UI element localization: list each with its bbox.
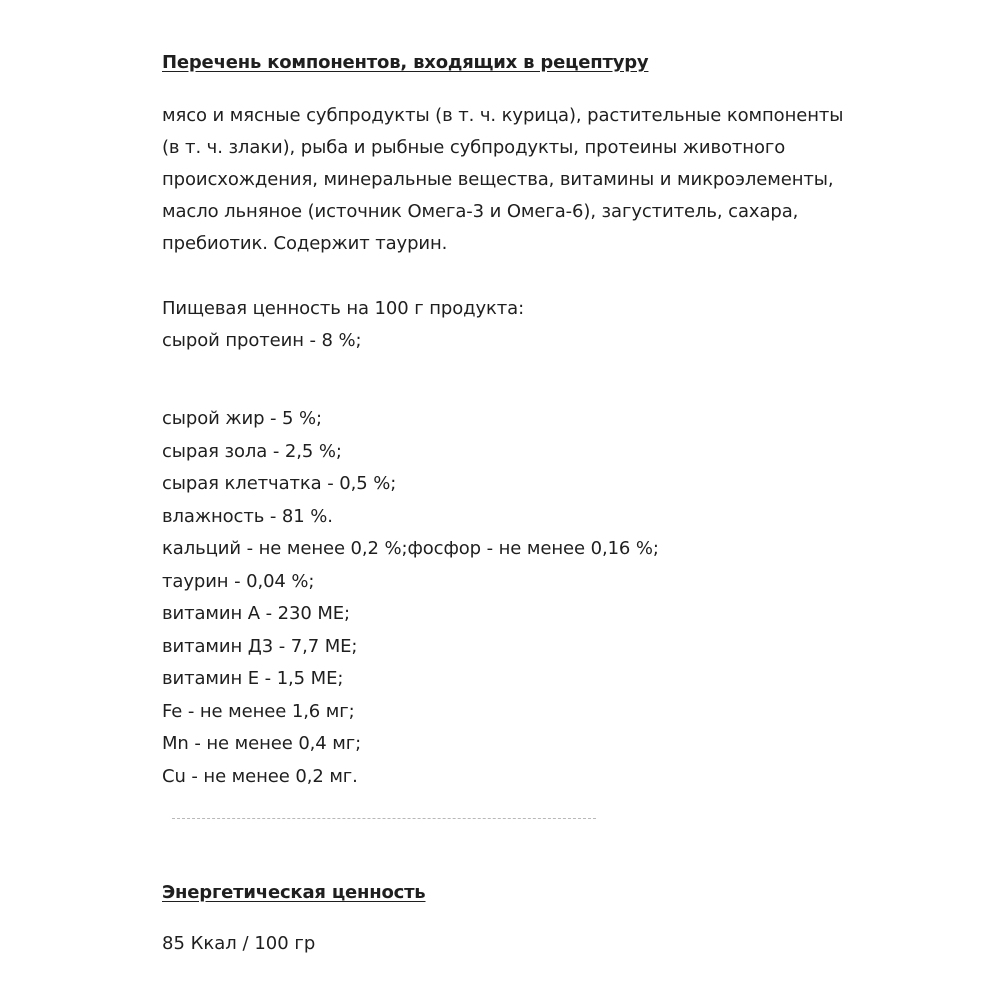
nutrition-item: витамин Е - 1,5 МЕ; — [162, 668, 344, 689]
nutrition-item: Fe - не менее 1,6 мг; — [162, 700, 355, 722]
nutrition-item: сырая клетчатка - 0,5 %; — [162, 473, 397, 494]
composition-line: мясо и мясные субпродукты (в т. ч. курица), растительные компоненты — [162, 105, 844, 126]
nutrition-intro: Пищевая ценность на 100 г продукта: — [162, 298, 525, 319]
nutrition-item: витамин А - 230 МЕ; — [162, 603, 350, 624]
energy-value: 85 Ккал / 100 гр — [162, 933, 316, 954]
composition-line: масло льняное (источник Омега-3 и Омега-6), загуститель, сахара, — [162, 201, 799, 222]
nutrition-item: Mn - не менее 0,4 мг; — [162, 733, 362, 754]
nutrition-item-protein: сырой протеин - 8 %; — [162, 330, 362, 351]
nutrition-item: влажность - 81 %. — [162, 505, 333, 527]
nutrition-item: таурин - 0,04 %; — [162, 570, 315, 592]
nutrition-item: витамин Д3 - 7,7 МЕ; — [162, 635, 358, 657]
composition-line: происхождения, минеральные вещества, витамины и микроэлементы, — [162, 169, 834, 190]
composition-text — [162, 100, 862, 260]
nutrition-item: кальций - не менее 0,2 %;фосфор - не менее 0,16 %; — [162, 538, 659, 559]
composition-line: пребиотик. Содержит таурин. — [162, 233, 448, 254]
nutrition-item: Cu - не менее 0,2 мг. — [162, 765, 358, 787]
nutrition-item: сырой жир - 5 %; — [162, 408, 322, 429]
nutrition-list — [162, 403, 659, 793]
energy-heading: Энергетическая ценность — [162, 882, 426, 903]
nutrition-intro-block — [162, 293, 524, 357]
section-divider — [172, 818, 596, 819]
composition-line: (в т. ч. злаки), рыба и рыбные субпродукты, протеины животного — [162, 137, 786, 158]
composition-heading: Перечень компонентов, входящих в рецептуру — [162, 52, 649, 73]
nutrition-item: сырая зола - 2,5 %; — [162, 440, 342, 462]
